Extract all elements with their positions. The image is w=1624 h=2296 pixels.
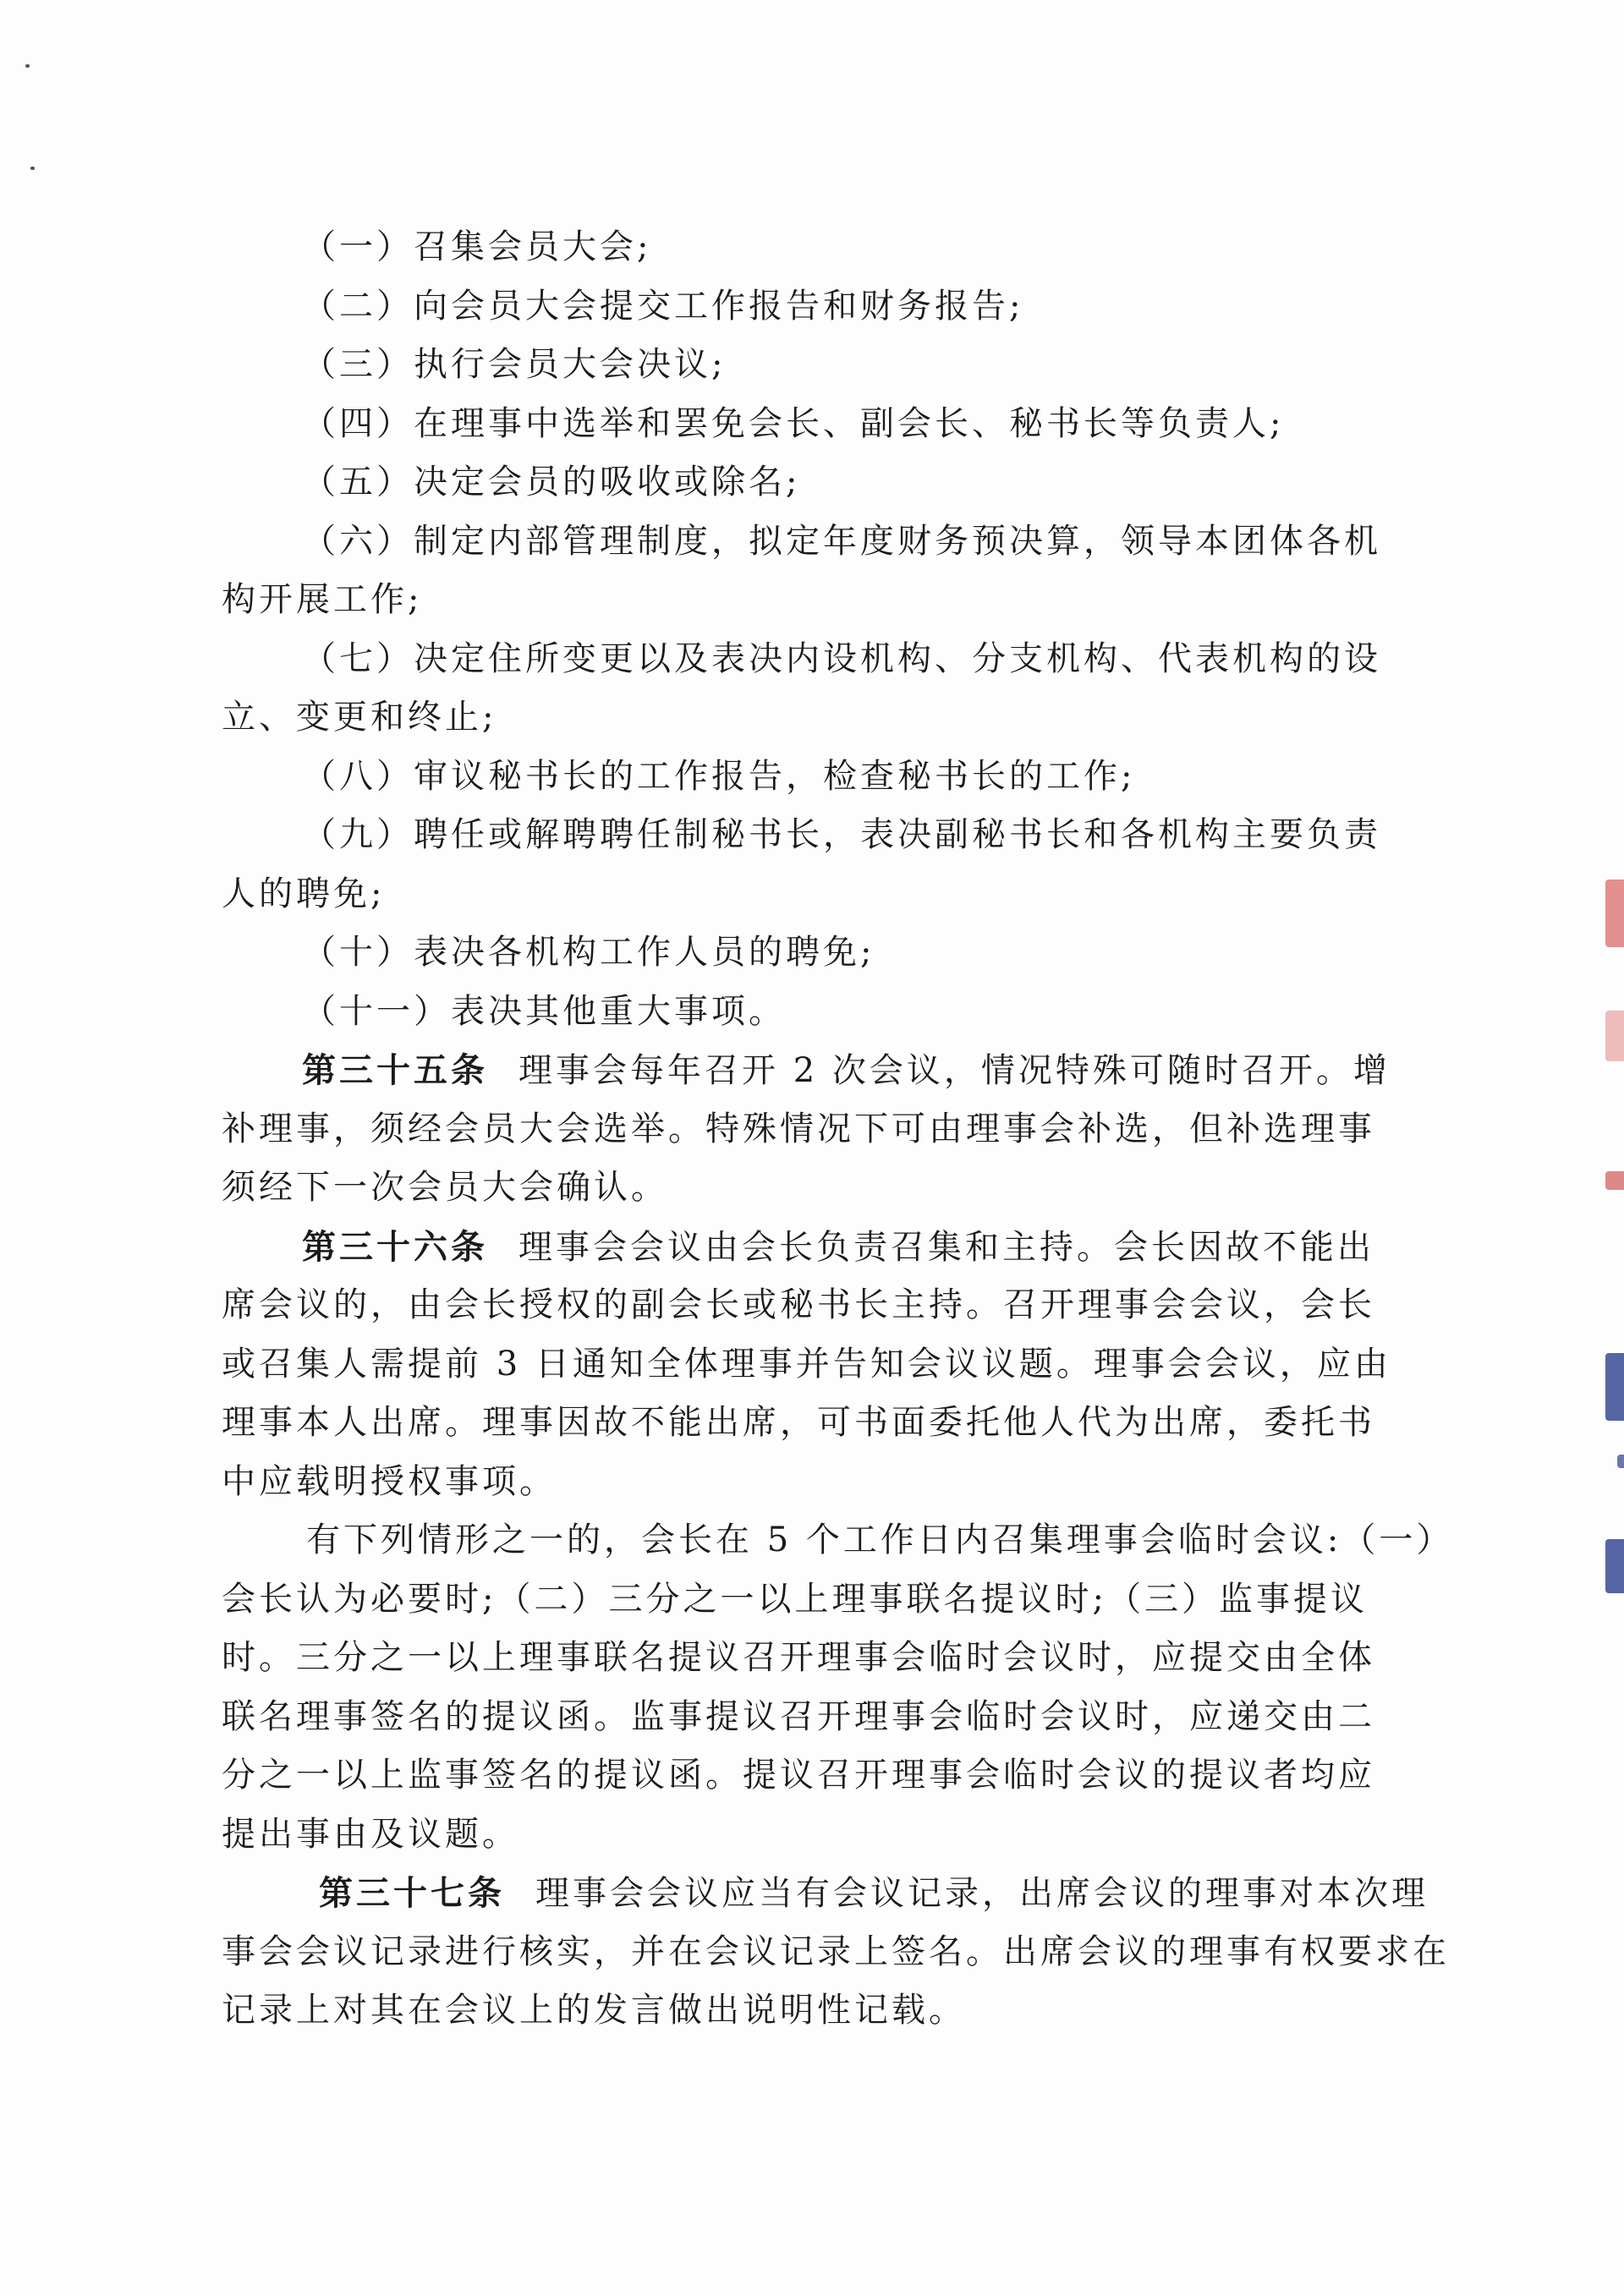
article-text-line: 或召集人需提前 3 日通知全体理事并告知会议议题。理事会会议，应由 xyxy=(222,1344,1391,1384)
blue-stamp-fragment xyxy=(1605,1539,1624,1593)
paragraph-line: 时。三分之一以上理事联名提议召开理事会临时会议时，应提交由全体 xyxy=(222,1638,1375,1677)
list-item-continuation: 构开展工作; xyxy=(222,580,423,619)
scan-speck xyxy=(30,167,35,170)
list-item-continuation: 立、变更和终止; xyxy=(222,698,497,737)
list-item: （五）决定会员的吸收或除名; xyxy=(302,463,801,501)
article-heading: 第三十六条 xyxy=(302,1226,488,1267)
list-item: （八）审议秘书长的工作报告，检查秘书长的工作; xyxy=(302,756,1136,796)
article-text: 理事会每年召开 2 次会议，情况特殊可随时召开。增 xyxy=(518,1051,1391,1090)
red-seal-fragment xyxy=(1605,1011,1624,1061)
article-36-first-line xyxy=(222,1218,1431,1277)
document-body xyxy=(222,218,1454,2041)
paragraph-line: 分之一以上监事签名的提议函。提议召开理事会临时会议的提议者均应 xyxy=(222,1756,1375,1795)
red-seal-fragment xyxy=(1605,1171,1624,1190)
paragraph-line: 提出事由及议题。 xyxy=(222,1814,519,1854)
article-37-first-line xyxy=(222,1864,1431,1923)
article-text: 理事会会议应当有会议记录，出席会议的理事对本次理 xyxy=(535,1874,1429,1913)
article-text-line: 理事本人出席。理事因故不能出席，可书面委托他人代为出席，委托书 xyxy=(222,1403,1375,1442)
article-text-line: 事会会议记录进行核实，并在会议记录上签名。出席会议的理事有权要求在 xyxy=(222,1932,1450,1971)
paragraph-line: 会长认为必要时;（二）三分之一以上理事联名提议时;（三）监事提议 xyxy=(222,1579,1368,1619)
article-text-line: 中应载明授权事项。 xyxy=(222,1461,557,1501)
blue-stamp-fragment xyxy=(1605,1353,1624,1421)
blue-stamp-fragment xyxy=(1617,1455,1624,1468)
list-item: （十）表决各机构工作人员的聘免; xyxy=(302,933,875,972)
list-item: （一）召集会员大会; xyxy=(302,227,652,266)
list-item: （四）在理事中选举和罢免会长、副会长、秘书长等负责人; xyxy=(302,403,1285,443)
article-text-line: 席会议的，由会长授权的副会长或秘书长主持。召开理事会会议，会长 xyxy=(222,1285,1375,1324)
article-text-line: 补理事，须经会员大会选举。特殊情况下可由理事会补选，但补选理事 xyxy=(222,1109,1375,1148)
list-item: （三）执行会员大会决议; xyxy=(302,345,727,384)
list-item: （七）决定住所变更以及表决内设机构、分支机构、代表机构的设 xyxy=(302,638,1381,678)
list-item: （九）聘任或解聘聘任制秘书长，表决副秘书长和各机构主要负责 xyxy=(302,815,1381,854)
red-seal-fragment xyxy=(1605,879,1624,947)
scan-speck xyxy=(25,64,30,68)
article-text-line: 记录上对其在会议上的发言做出说明性记载。 xyxy=(222,1991,966,2030)
list-item: （二）向会员大会提交工作报告和财务报告; xyxy=(302,286,1024,326)
article-heading: 第三十七条 xyxy=(319,1873,505,1913)
list-item: （六）制定内部管理制度，拟定年度财务预决算，领导本团体各机 xyxy=(302,521,1381,561)
article-35-first-line xyxy=(222,1041,1431,1100)
article-heading: 第三十五条 xyxy=(302,1050,488,1090)
list-item: （十一）表决其他重大事项。 xyxy=(302,991,786,1031)
paragraph-line: 联名理事签名的提议函。监事提议召开理事会临时会议时，应递交由二 xyxy=(222,1696,1375,1736)
article-text: 理事会会议由会长负责召集和主持。会长因故不能出 xyxy=(518,1227,1374,1267)
list-item-continuation: 人的聘免; xyxy=(222,874,386,913)
paragraph-line: 有下列情形之一的，会长在 5 个工作日内召集理事会临时会议:（一） xyxy=(306,1521,1454,1559)
article-text-line: 须经下一次会员大会确认。 xyxy=(222,1168,668,1207)
